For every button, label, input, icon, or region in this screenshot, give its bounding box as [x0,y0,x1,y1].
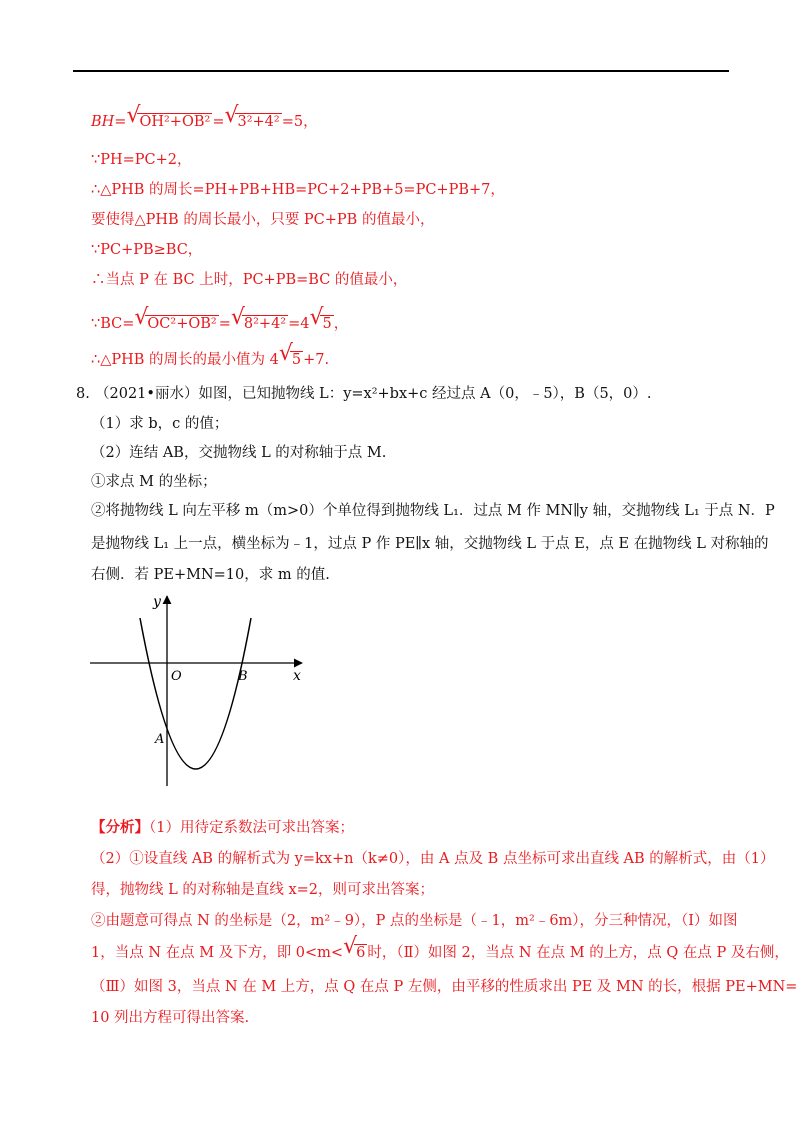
min-perimeter-text: ∴△PHB 的周长的最小值为 4 [91,352,279,368]
radicand: 5 [291,352,302,368]
equals: = [218,316,231,332]
point-b-label: B [238,669,248,684]
radicand: 5 [322,316,332,332]
radicand: 3²+4² [237,114,280,130]
y-axis-label: y [153,594,161,610]
point-a-label: A [155,732,165,747]
sqrt-oc-ob [136,314,218,334]
radicand: OH²+OB² [139,114,211,130]
solution-line-4: 要使得△PHB 的周长最小，只要 PC+PB 的值最小， [91,212,435,228]
analysis-line-6: （Ⅲ）如图 3，当点 N 在 M 上方，点 Q 在点 P 左侧，由平移的性质求出 PE 及 MN 的长，根据 PE+MN= [91,979,798,995]
analysis-line-2: （2）①设直线 AB 的解析式为 y=kx+n（k≠0），由 A 点及 B 点坐标可求出直线 AB 的解析式，由（1） [91,851,775,867]
radicand: OC²+OB² [147,316,217,332]
result: =5， [281,114,318,130]
radicand: 6 [356,945,366,961]
equals: = [212,114,225,130]
sqrt-3-4 [226,112,281,132]
analysis-tag: 【分析】 [91,819,149,836]
question-line-3: （2）连结 AB，交抛物线 L 的对称轴于点 M. [91,445,387,461]
analysis-line-1 [91,818,354,838]
solution-line-7 [91,314,348,334]
origin-label: O [171,669,182,684]
sqrt-5 [311,314,333,334]
question-line-5: ②将抛物线 L 向左平移 m（m>0）个单位得到抛物线 L₁．过点 M 作 MN∥y 轴，交抛物线 L₁ 于点 N．P [91,503,775,519]
analysis-line-7: 10 列出方程可得出答案. [91,1010,250,1026]
question-line-4: ①求点 M 的坐标； [91,474,217,490]
bc-label: ∵BC= [91,316,135,332]
case-two-text: 时，（Ⅱ）如图 2，当点 N 在点 M 的上方，点 Q 在点 P 及右侧， [367,945,789,961]
question-line-2: （1）求 b，c 的值； [91,416,229,432]
question-number: 8. [76,386,90,402]
solution-line-3: ∴△PHB 的周长=PH+PB+HB=PC+2+PB+5=PC+PB+7， [91,182,505,198]
solution-line-5: ∵PC+PB≥BC， [91,242,203,258]
sqrt-6 [345,943,367,963]
punct: ， [333,316,349,332]
sqrt-oh-ob [128,112,212,132]
case-one-text: 1，当点 N 在点 M 及下方，即 0<m< [91,945,344,961]
sqrt-8-4 [233,314,288,334]
plus-seven: +7. [303,352,330,368]
solution-line-6: ∴当点 P 在 BC 上时，PC+PB=BC 的值最小， [91,272,408,288]
analysis-line-5 [91,943,789,963]
parabola-figure [85,590,310,790]
analysis-line-4: ②由题意可得点 N 的坐标是（2，m²﹣9），P 点的坐标是（﹣1，m²﹣6m），分三种情况，（Ⅰ）如图 [91,913,738,929]
x-axis-label: x [293,668,301,684]
question-line-1: （2021•丽水）如图，已知抛物线 L：y=x²+bx+c 经过点 A（0，﹣5），B（5，0）. [95,386,652,402]
sqrt-5 [281,350,303,370]
header-rule [73,70,729,72]
coefficient: =4 [288,316,310,332]
question-line-6: 是抛物线 L₁ 上一点，横坐标为﹣1，过点 P 作 PE∥x 轴，交抛物线 L 于点 E，点 E 在抛物线 L 对称轴的 [91,536,769,552]
question-line-7: 右侧．若 PE+MN=10，求 m 的值. [91,567,330,583]
bh-label: BH= [91,114,127,130]
analysis-line-3: 得，抛物线 L 的对称轴是直线 x=2，则可求出答案； [91,882,435,898]
analysis-line-1-text: （1）用待定系数法可求出答案； [149,820,354,836]
solution-line-2: ∵PH=PC+2， [91,152,192,168]
solution-line-8 [91,350,329,370]
radicand: 8²+4² [243,316,287,332]
solution-line-1 [91,112,318,132]
